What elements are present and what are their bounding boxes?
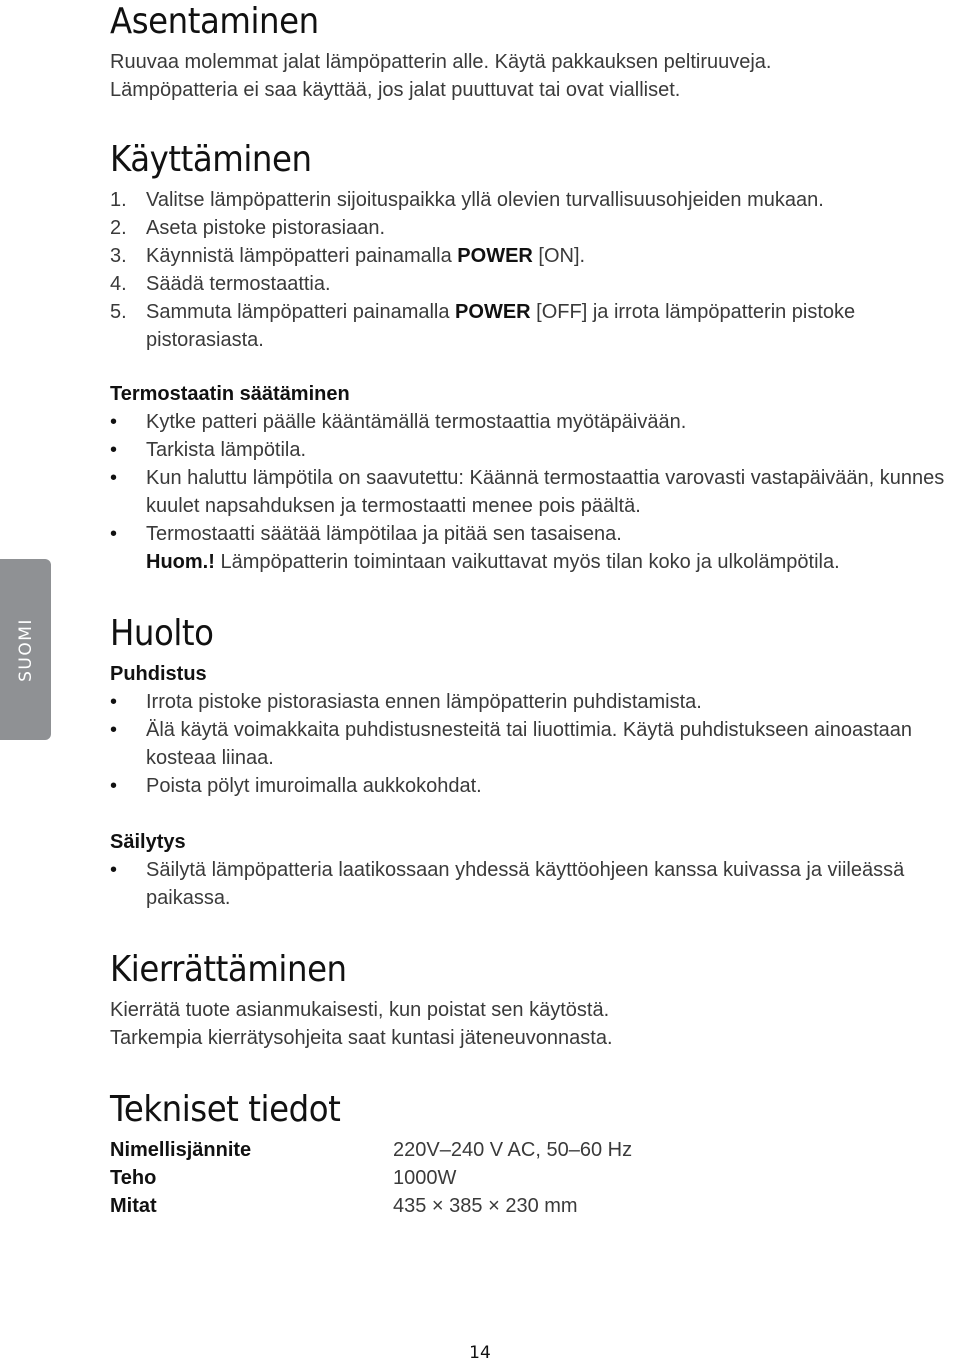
- cleaning-subheading: Puhdistus: [110, 663, 207, 685]
- section-installation: [110, 1, 955, 104]
- usage-step: [110, 298, 955, 354]
- note-text: Lämpöpatterin toimintaan vaikuttavat myös tilan koko ja ulkolämpötila.: [214, 551, 840, 573]
- list-item: • Termostaatti säätää lämpötilaa ja pitää sen tasaisena.: [110, 520, 955, 548]
- specifications-heading: Tekniset tiedot: [110, 1089, 341, 1130]
- usage-step: [110, 242, 955, 270]
- spec-value: 220V–240 V AC, 50–60 Hz: [393, 1139, 633, 1161]
- storage-subheading: Säilytys: [110, 831, 186, 853]
- step-text: Aseta pistoke pistorasiaan.: [146, 217, 386, 239]
- storage-list: [110, 856, 955, 912]
- step-text: Säädä termostaattia.: [146, 273, 331, 295]
- step-number: 5.: [110, 301, 127, 323]
- spec-value: 435 × 385 × 230 mm: [393, 1195, 578, 1217]
- bullet: •: [110, 691, 118, 713]
- installation-line: Lämpöpatteria ei saa käyttää, jos jalat puuttuvat tai ovat vialliset.: [110, 79, 681, 101]
- step-number: 2.: [110, 217, 127, 239]
- list-item: • Älä käytä voimakkaita puhdistusnesteitä tai liuottimia. Käytä puhdistukseen ainoastaan kosteaa liinaa.: [110, 716, 955, 772]
- section-recycling: [110, 949, 955, 1052]
- thermostat-list: [110, 408, 955, 576]
- section-specifications: [110, 1089, 955, 1220]
- thermostat-subheading: Termostaatin säätäminen: [110, 383, 350, 405]
- usage-steps: [110, 186, 955, 354]
- section-maintenance: [110, 613, 955, 912]
- step-text: Valitse lämpöpatterin sijoituspaikka yllä olevien turvallisuusohjeiden mukaan.: [146, 189, 824, 211]
- cleaning-list: [110, 688, 955, 800]
- step-keyword: POWER: [457, 245, 533, 267]
- installation-line: Ruuvaa molemmat jalat lämpöpatterin alle. Käytä pakkauksen peltiruuveja.: [110, 51, 772, 73]
- recycling-line: Tarkempia kierrätysohjeita saat kuntasi jäteneuvonnasta.: [110, 1027, 613, 1049]
- spec-label: Teho: [110, 1167, 157, 1189]
- list-item: • Poista pölyt imuroimalla aukkokohdat.: [110, 772, 955, 800]
- spec-row: [110, 1164, 955, 1192]
- recycling-heading: Kierrättäminen: [110, 949, 347, 990]
- bullet: •: [110, 523, 118, 545]
- note: [110, 548, 955, 576]
- spec-value: 1000W: [393, 1167, 457, 1189]
- usage-step: [110, 214, 955, 242]
- list-item: • Tarkista lämpötila.: [110, 436, 955, 464]
- spec-label: Mitat: [110, 1195, 157, 1217]
- bullet: •: [110, 439, 118, 461]
- step-number: 1.: [110, 189, 127, 211]
- section-usage: [110, 139, 955, 576]
- installation-heading: Asentaminen: [110, 1, 319, 42]
- step-text: Sammuta lämpöpatteri painamalla: [146, 301, 456, 323]
- step-text-tail: [ON].: [532, 245, 586, 267]
- language-side-tab: [0, 559, 51, 740]
- bullet: •: [110, 775, 118, 797]
- step-text: Käynnistä lämpöpatteri painamalla: [146, 245, 458, 267]
- step-keyword: POWER: [455, 301, 531, 323]
- note-label: Huom.!: [146, 551, 215, 573]
- maintenance-heading: Huolto: [110, 613, 214, 654]
- bullet: •: [110, 467, 118, 489]
- spec-row: [110, 1192, 955, 1220]
- spec-row: [110, 1136, 955, 1164]
- list-item: • Irrota pistoke pistorasiasta ennen lämpöpatterin puhdistamista.: [110, 688, 955, 716]
- spec-label: Nimellisjännite: [110, 1139, 252, 1161]
- bullet: •: [110, 719, 118, 741]
- step-number: 3.: [110, 245, 127, 267]
- list-item: • Säilytä lämpöpatteria laatikossaan yhdessä käyttöohjeen kanssa kuivassa ja viileässä paikassa.: [110, 856, 955, 912]
- list-item: • Kun haluttu lämpötila on saavutettu: Käännä termostaattia varovasti vastapäivään, kunnes kuulet napsahduksen ja termostaatti menee pois päältä.: [110, 464, 955, 520]
- step-number: 4.: [110, 273, 127, 295]
- step-text-tail: [OFF] ja irrota lämpöpatterin pistoke pistorasiasta.: [146, 301, 856, 351]
- bullet: •: [110, 411, 118, 433]
- usage-step: [110, 270, 955, 298]
- language-tab-label: SUOMI: [15, 617, 36, 682]
- usage-step: [110, 186, 955, 214]
- page-number: 14: [469, 1343, 491, 1363]
- usage-heading: Käyttäminen: [110, 139, 312, 180]
- recycling-line: Kierrätä tuote asianmukaisesti, kun poistat sen käytöstä.: [110, 999, 610, 1021]
- bullet: •: [110, 859, 118, 881]
- list-item: • Kytke patteri päälle kääntämällä termostaattia myötäpäivään.: [110, 408, 955, 436]
